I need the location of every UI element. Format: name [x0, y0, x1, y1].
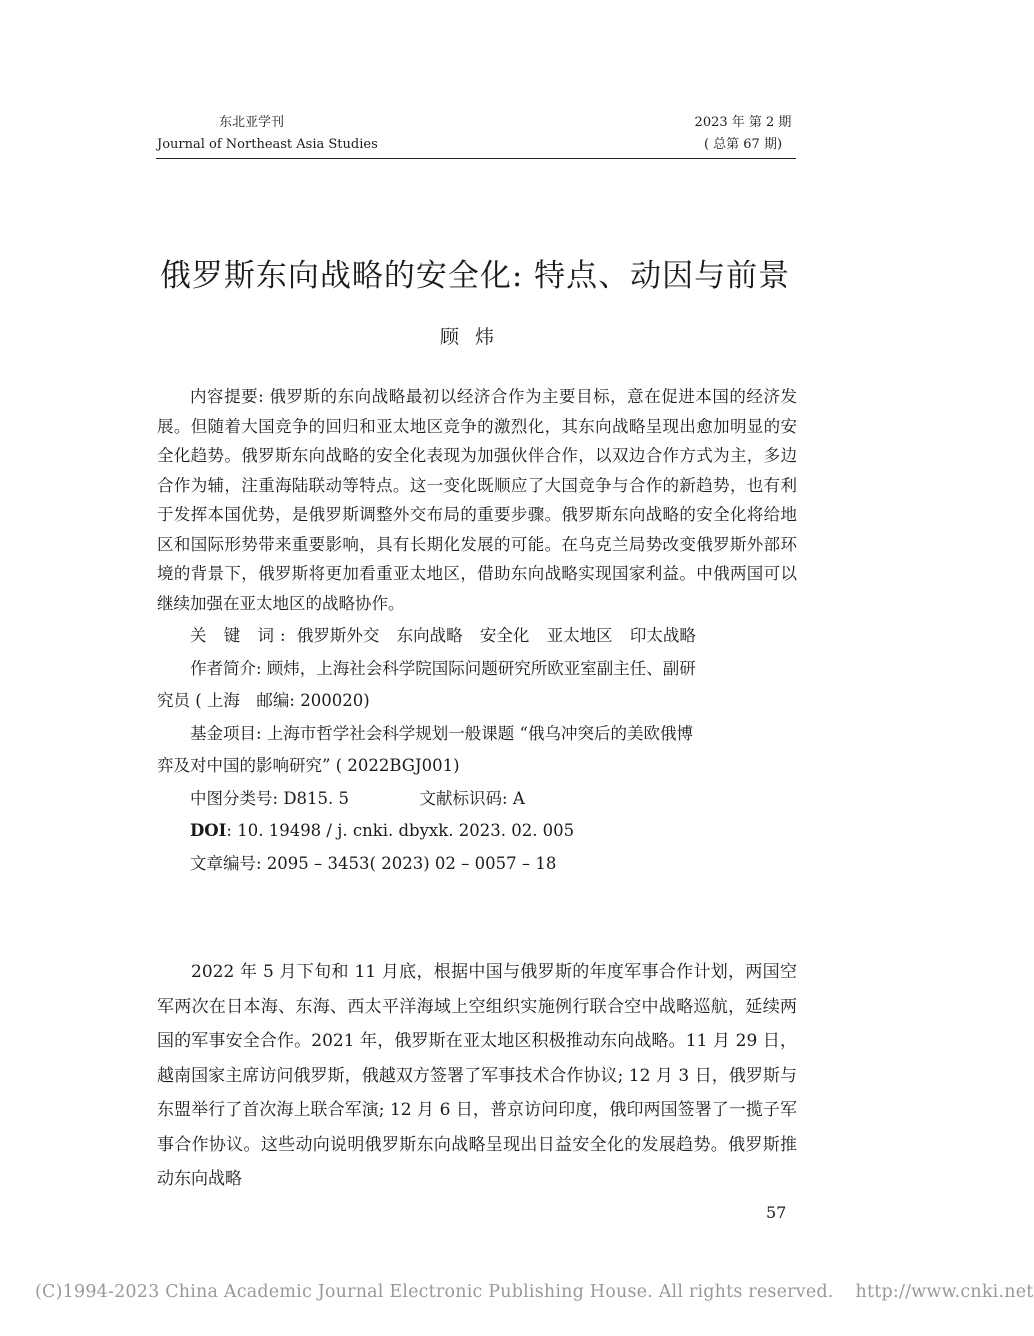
keyword: 东向战略 — [396, 626, 463, 645]
abstract-section — [157, 382, 797, 880]
keyword: 俄罗斯外交 — [296, 626, 380, 645]
journal-name-cn: 东北亚学刊 — [219, 115, 285, 130]
author-name: 顾炜 — [439, 326, 510, 348]
clc-label: 中图分类号: — [190, 788, 279, 808]
journal-name-en: Journal of Northeast Asia Studies — [157, 137, 378, 152]
author-info-line: 究员 ( 上海 邮编: 200020) — [157, 691, 370, 710]
keyword: 亚太地区 — [546, 626, 613, 645]
keywords-line — [157, 620, 797, 653]
body-paragraph: 2022 年 5 月下旬和 11 月底，根据中国与俄罗斯的年度军事合作计划，两国空军两次在日本海、东海、西太平洋海域上空组织实施例行联合空中战略巡航，延续两国的军事安全合作。2021 年，俄罗斯在亚太地区积极推动东向战略。11 月 29 日，越南国家主席访问俄罗斯，俄越双方签署了军事技术合作协议; 12 月 3 日，俄罗斯与东盟举行了首次海上联合军演; 12 月 6 日，普京访问印度，俄印两国签署了一揽子军事合作协议。这些动向说明俄罗斯东向战略呈现出日益安全化的发展趋势。俄罗斯推动东向战略 — [157, 962, 797, 1189]
body-text-section — [157, 955, 797, 1197]
copyright-footer — [35, 1282, 1034, 1302]
funding-line: 基金项目: 上海市哲学社会科学规划一般课题 “俄乌冲突后的美欧俄博 — [190, 723, 693, 743]
doc-code-label: 文献标识码: — [419, 788, 508, 808]
keywords-label: 关 键 词: — [190, 626, 292, 645]
total-issue-label: ( 总第 67 期) — [703, 137, 783, 152]
keyword: 安全化 — [479, 626, 530, 645]
running-header-left — [157, 112, 378, 156]
footer-url[interactable]: http://www.cnki.net — [855, 1282, 1034, 1302]
page-number: 57 — [766, 1203, 787, 1222]
clc-value: D815. 5 — [283, 788, 350, 808]
classification-line — [157, 783, 797, 816]
header-rule — [156, 158, 796, 159]
issue-label: 2023 年 第 2 期 — [694, 115, 792, 130]
doi-value: : 10. 19498 / j. cnki. dbyxk. 2023. 02. 005 — [226, 821, 575, 840]
article-number-value: 2095 – 3453( 2023) 02 – 0057 – 18 — [266, 853, 557, 873]
article-number-label: 文章编号: — [190, 853, 262, 873]
abstract-text: 内容提要: 俄罗斯的东向战略最初以经济合作为主要目标，意在促进本国的经济发展。但随着大国竞争的回归和亚太地区竞争的激烈化，其东向战略呈现出愈加明显的安全化趋势。俄罗斯东向战略的安全化表现为加强伙伴合作，以双边合作方式为主，多边合作为辅，注重海陆联动等特点。这一变化既顺应了大国竞争与合作的新趋势，也有利于发挥本国优势，是俄罗斯调整外交布局的重要步骤。俄罗斯东向战略的安全化将给地区和国际形势带来重要影响，具有长期化发展的可能。在乌克兰局势改变俄罗斯外部环境的背景下，俄罗斯将更加看重亚太地区，借助东向战略实现国家利益。中俄两国可以继续加强在亚太地区的战略协作。 — [157, 387, 797, 613]
article-title: 俄罗斯东向战略的安全化: 特点、动因与前景 — [159, 258, 791, 294]
author-info — [157, 653, 797, 718]
keyword: 印太战略 — [629, 626, 696, 645]
article-number-line — [157, 848, 797, 881]
author-info-line: 作者简介: 顾炜，上海社会科学院国际问题研究所欧亚室副主任、副研 — [190, 658, 696, 678]
funding-info — [157, 718, 797, 783]
doc-code-value: A — [512, 788, 525, 808]
doi-line — [157, 815, 797, 848]
copyright-text: (C)1994-2023 China Academic Journal Electronic Publishing House. All rights reserved. — [35, 1282, 834, 1302]
doi-label: DOI — [190, 821, 227, 840]
funding-line: 弈及对中国的影响研究” ( 2022BGJ001) — [157, 756, 460, 775]
running-header-right — [688, 112, 798, 156]
